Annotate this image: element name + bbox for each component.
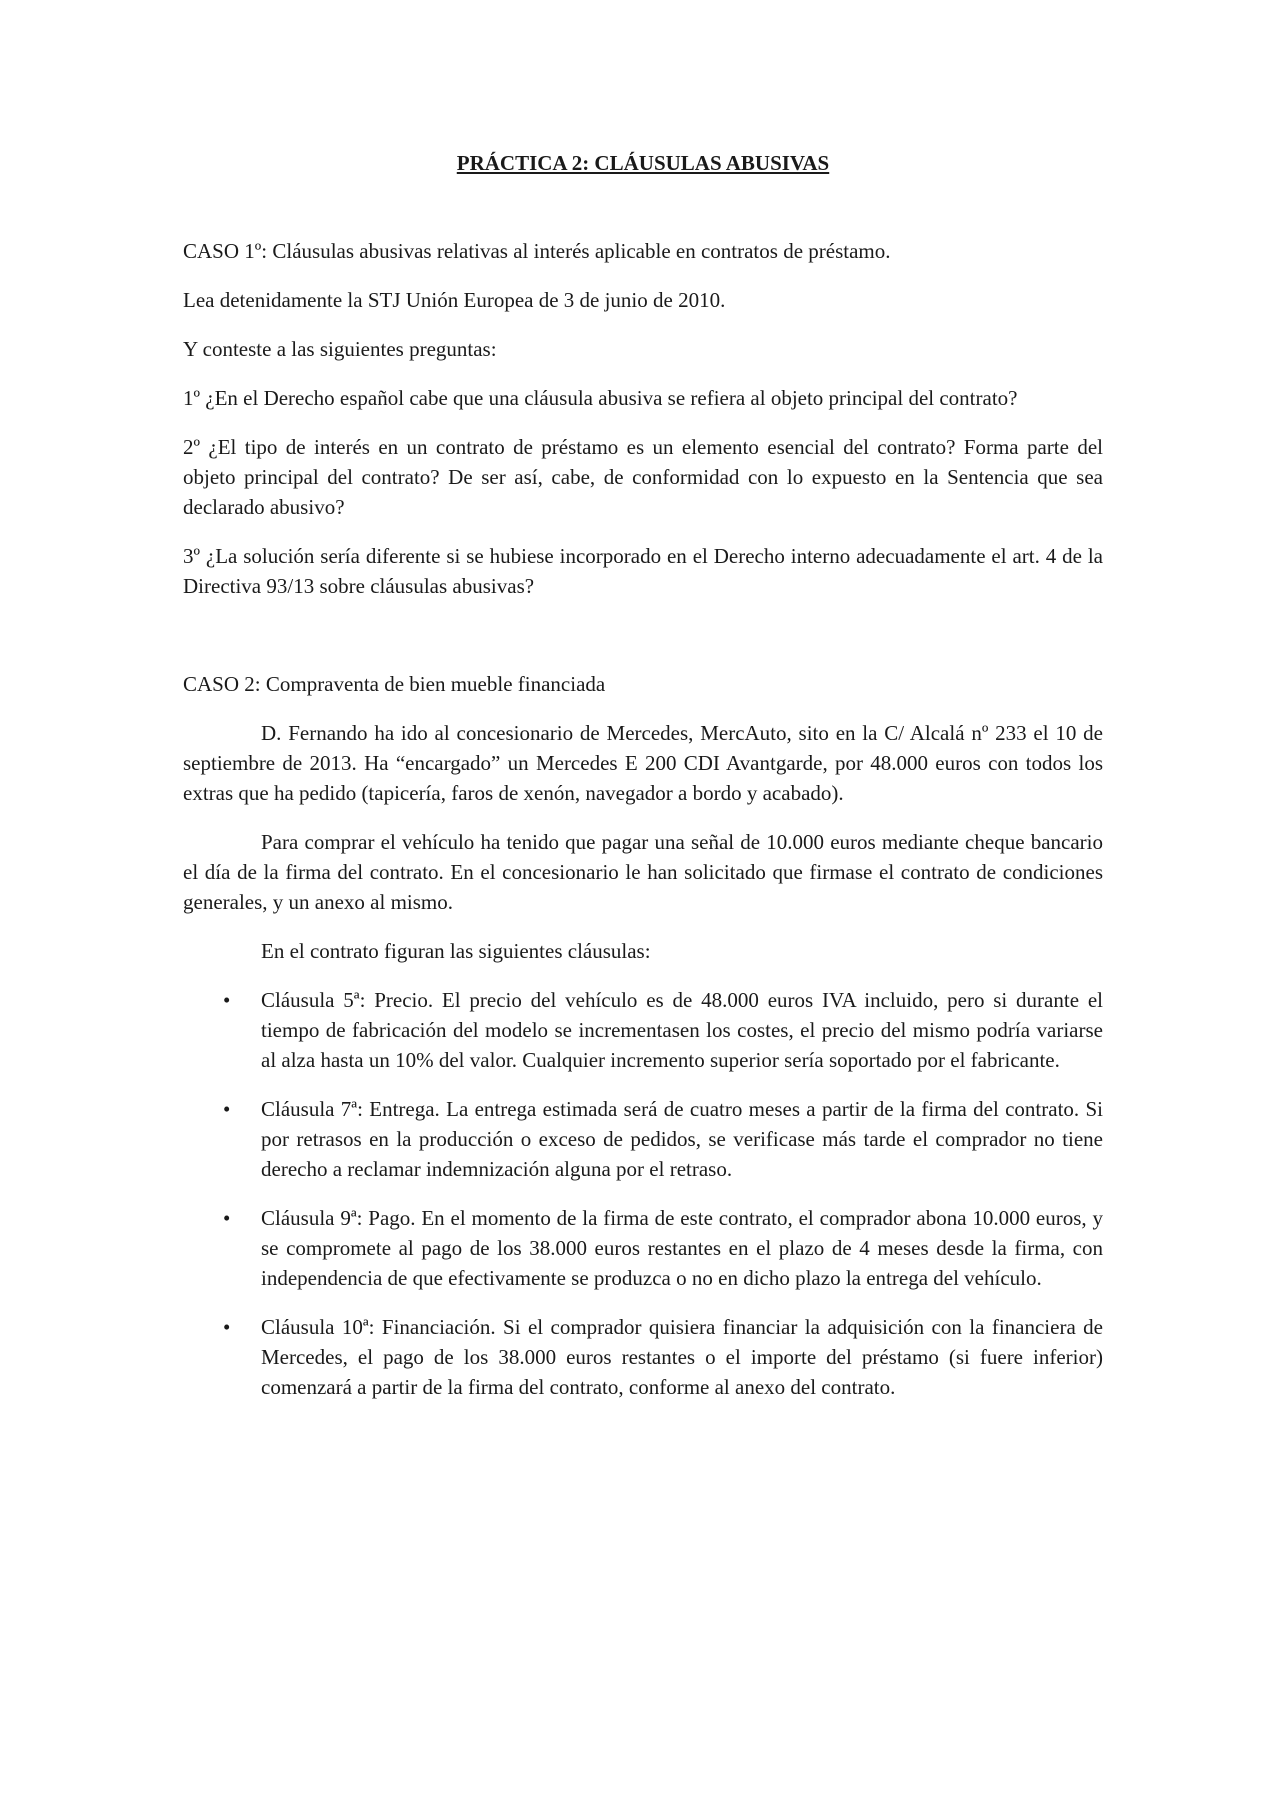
bullet-icon: • bbox=[223, 1206, 231, 1230]
clause-text: Cláusula 5ª: Precio. El precio del vehículo es de 48.000 euros IVA incluido, pero si durante el tiempo de fabricación del modelo se incrementasen los costes, el precio del mismo podría variarse al alza hasta un 10% del valor. Cualquier incremento superior sería soportado por el fabricante. bbox=[261, 988, 1103, 1072]
bullet-icon: • bbox=[223, 1097, 231, 1121]
case-1-question-2: 2º ¿El tipo de interés en un contrato de préstamo es un elemento esencial del contrato? Forma parte del objeto principal del contrato? De ser así, cabe, de conformidad con lo expuesto en la Sentencia que sea declarado abusivo? bbox=[183, 435, 1103, 519]
bullet-icon: • bbox=[223, 988, 231, 1012]
clause-item-10 bbox=[183, 1312, 1103, 1402]
case-1-heading: CASO 1º: Cláusulas abusivas relativas al interés aplicable en contratos de préstamo. bbox=[183, 239, 891, 263]
case-2-paragraph-1: D. Fernando ha ido al concesionario de Mercedes, MercAuto, sito en la C/ Alcalá nº 233 el 10 de septiembre de 2013. Ha “encargado” un Mercedes E 200 CDI Avantgarde, por 48.000 euros con todos los extras que ha pedido (tapicería, faros de xenón, navegador a bordo y acabado). bbox=[183, 721, 1103, 805]
case-2-section bbox=[183, 669, 1103, 1402]
document-body bbox=[183, 148, 1103, 1421]
case-2-paragraph-3: En el contrato figuran las siguientes cláusulas: bbox=[261, 939, 651, 963]
clause-text: Cláusula 7ª: Entrega. La entrega estimada será de cuatro meses a partir de la firma del contrato. Si por retrasos en la producción o exceso de pedidos, se verificase más tarde el comprador no tiene derecho a reclamar indemnización alguna por el retraso. bbox=[261, 1097, 1103, 1181]
case-1-section bbox=[183, 236, 1103, 601]
clause-item-5 bbox=[183, 985, 1103, 1075]
clause-list bbox=[183, 985, 1103, 1402]
case-1-intro: Lea detenidamente la STJ Unión Europea de 3 de junio de 2010. bbox=[183, 288, 726, 312]
clause-text: Cláusula 10ª: Financiación. Si el comprador quisiera financiar la adquisición con la financiera de Mercedes, el pago de los 38.000 euros restantes o el importe del préstamo (si fuere inferior) comenzará a partir de la firma del contrato, conforme al anexo del contrato. bbox=[261, 1315, 1103, 1399]
page-title: PRÁCTICA 2: CLÁUSULAS ABUSIVAS bbox=[456, 151, 830, 175]
clause-text: Cláusula 9ª: Pago. En el momento de la firma de este contrato, el comprador abona 10.000 euros, y se compromete al pago de los 38.000 euros restantes en el plazo de 4 meses desde la firma, con independencia de que efectivamente se produzca o no en dicho plazo la entrega del vehículo. bbox=[261, 1206, 1103, 1290]
case-2-paragraph-2: Para comprar el vehículo ha tenido que pagar una señal de 10.000 euros mediante cheque bancario el día de la firma del contrato. En el concesionario le han solicitado que firmase el contrato de condiciones generales, y un anexo al mismo. bbox=[183, 830, 1103, 914]
clause-item-7 bbox=[183, 1094, 1103, 1184]
case-1-question-3: 3º ¿La solución sería diferente si se hubiese incorporado en el Derecho interno adecuadamente el art. 4 de la Directiva 93/13 sobre cláusulas abusivas? bbox=[183, 544, 1103, 598]
clause-item-9 bbox=[183, 1203, 1103, 1293]
case-1-question-1: 1º ¿En el Derecho español cabe que una cláusula abusiva se refiera al objeto principal del contrato? bbox=[183, 386, 1018, 410]
case-1-prompt: Y conteste a las siguientes preguntas: bbox=[183, 337, 497, 361]
case-2-heading: CASO 2: Compraventa de bien mueble financiada bbox=[183, 672, 606, 696]
bullet-icon: • bbox=[223, 1315, 231, 1339]
section-spacer bbox=[183, 620, 1103, 669]
